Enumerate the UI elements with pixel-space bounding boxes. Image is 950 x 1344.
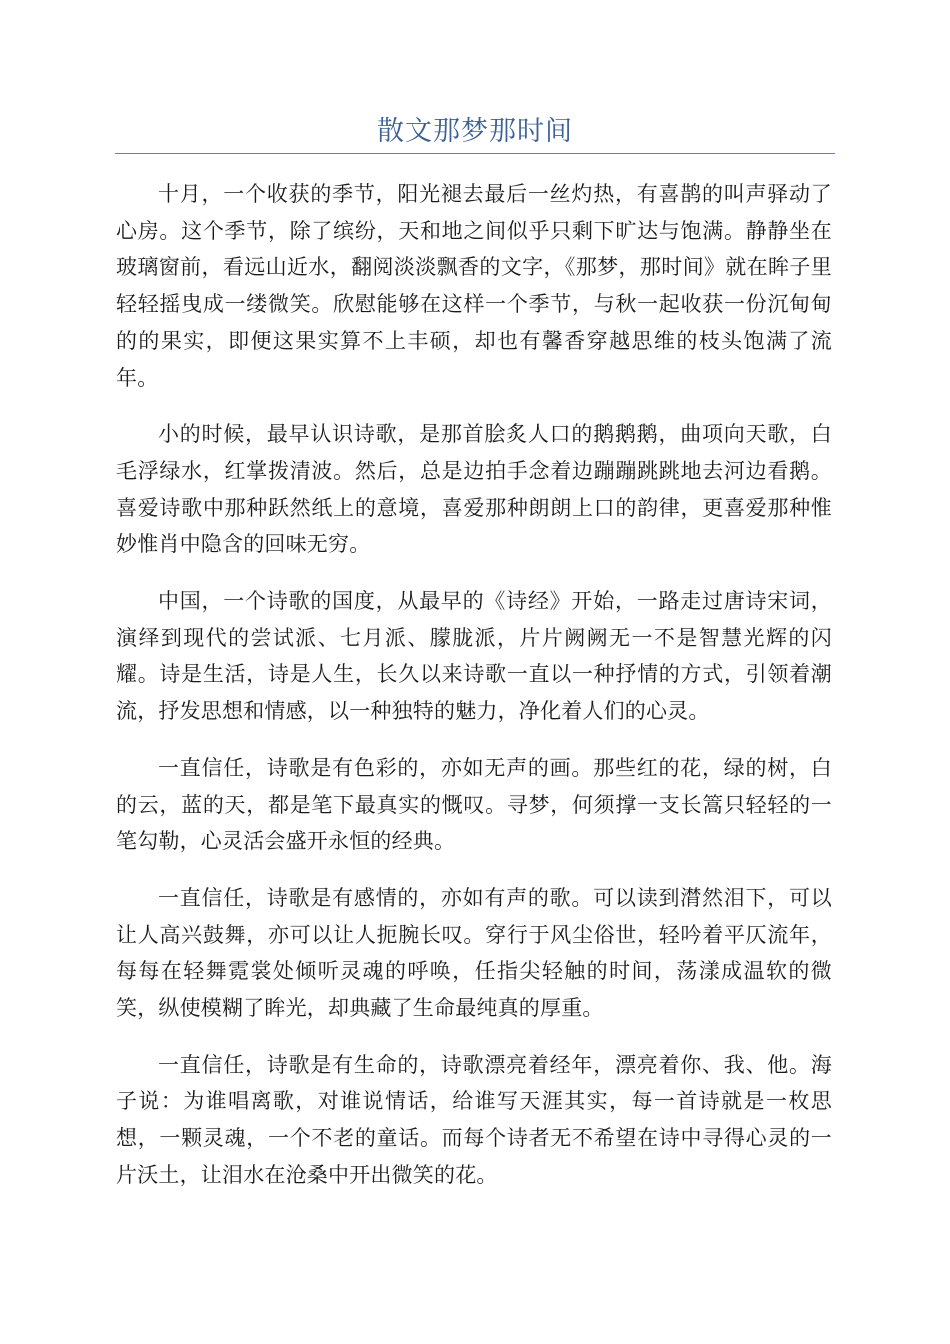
- paragraph-1: 十月，一个收获的季节，阳光褪去最后一丝灼热，有喜鹊的叫声驿动了心房。这个季节，除了缤纷，天和地之间似乎只剩下旷达与饱满。静静坐在玻璃窗前，看远山近水，翻阅淡淡飘香的文字，《那梦，那时间》就在眸子里轻轻摇曳成一缕微笑。欣慰能够在这样一个季节，与秋一起收获一份沉甸甸的的果实，即便这果实算不上丰硕，却也有馨香穿越思维的枝头饱满了流年。: [116, 182, 832, 390]
- paragraph-6: 一直信任，诗歌是有生命的，诗歌漂亮着经年，漂亮着你、我、他。海子说：为谁唱离歌，对谁说情话，给谁写天涯其实，每一首诗就是一枚思想，一颗灵魂，一个不老的童话。而每个诗者无不希望在诗中寻得心灵的一片沃土，让泪水在沧桑中开出微笑的花。: [116, 1052, 832, 1187]
- paragraph-3: 中国，一个诗歌的国度，从最早的《诗经》开始，一路走过唐诗宋词，演绎到现代的尝试派、七月派、朦胧派，片片阙阙无一不是智慧光辉的闪耀。诗是生活，诗是人生，长久以来诗歌一直以一种抒情的方式，引领着潮流，抒发思想和情感，以一种独特的魅力，净化着人们的心灵。: [116, 589, 832, 724]
- paragraph-2: 小的时候，最早认识诗歌，是那首脍炙人口的鹅鹅鹅，曲项向天歌，白毛浮绿水，红掌拨清波。然后，总是边拍手念着边蹦蹦跳跳地去河边看鹅。喜爱诗歌中那种跃然纸上的意境，喜爱那种朗朗上口的韵律，更喜爱那种惟妙惟肖中隐含的回味无穷。: [116, 422, 832, 557]
- title-block: [115, 112, 835, 154]
- paragraph-5: 一直信任，诗歌是有感情的，亦如有声的歌。可以读到潸然泪下，可以让人高兴鼓舞，亦可以让人扼腕长叹。穿行于风尘俗世，轻吟着平仄流年，每每在轻舞霓裳处倾听灵魂的呼唤，任指尖轻触的时间，荡漾成温软的微笑，纵使模糊了眸光，却典藏了生命最纯真的厚重。: [116, 885, 832, 1021]
- page-title: 散文那梦那时间: [377, 116, 573, 147]
- title-underline: [115, 153, 835, 154]
- paragraph-4: 一直信任，诗歌是有色彩的，亦如无声的画。那些红的花，绿的树，白的云，蓝的天，都是笔下最真实的慨叹。寻梦，何须撑一支长篙只轻轻的一笔勾勒，心灵活会盛开永恒的经典。: [116, 755, 832, 854]
- document-body: [116, 176, 832, 1214]
